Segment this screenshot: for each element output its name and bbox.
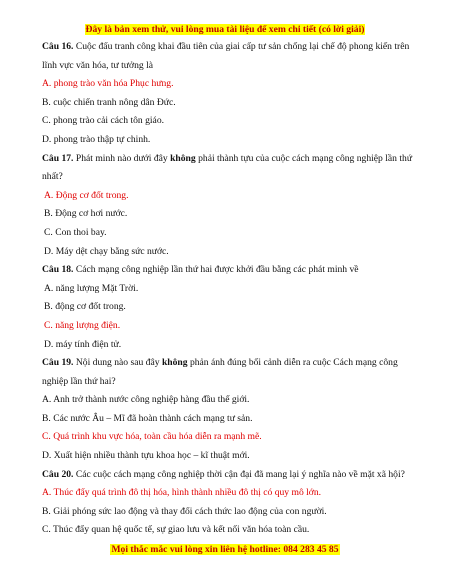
answer-option: B. động cơ đốt trong. <box>44 301 126 313</box>
question-stem <box>42 261 422 280</box>
question-text: Cuộc đấu tranh công khai đầu tiên của giai cấp tư sản chống lại chế độ phong kiến trên lĩnh vực văn hóa, tư tưởng là <box>42 41 410 71</box>
question-block <box>42 150 422 262</box>
answer-option-correct: C. Quá trình khu vực hóa, toàn cầu hóa diễn ra mạnh mẽ. <box>42 431 262 443</box>
question-block <box>42 38 422 150</box>
question-text-continued: phản ánh đúng bối cảnh diễn ra cuộc Cách mạng công nghiệp lần thứ hai? <box>42 357 398 387</box>
answer-option-correct: A. phong trào văn hóa Phục hưng. <box>42 78 174 90</box>
answer-option: B. Động cơ hơi nước. <box>44 208 128 220</box>
answer-option: D. phong trào thập tự chinh. <box>42 133 151 145</box>
question-stem <box>42 150 422 187</box>
question-text: Nội dung nào sau đây <box>75 357 160 369</box>
question-emphasis: không <box>170 152 196 164</box>
hotline-banner-text: Mọi thắc mắc vui lòng xin liên hệ hotline: 084 283 45 85 <box>111 544 339 555</box>
answer-option: B. Giải phóng sức lao động và thay đổi cách thức lao động của con người. <box>42 505 327 517</box>
question-emphasis: không <box>161 357 188 369</box>
question-block <box>42 466 422 540</box>
preview-banner-text: Đây là bản xem thử, vui lòng mua tài liệu để xem chi tiết (có lời giải) <box>85 24 365 35</box>
question-list <box>42 38 422 540</box>
answer-option: D. Máy dệt chạy bằng sức nước. <box>44 245 169 257</box>
question-number: Câu 17. <box>42 152 74 164</box>
question-number: Câu 19. <box>42 357 74 369</box>
answer-option: B. cuộc chiến tranh nông dân Đức. <box>42 96 176 108</box>
preview-banner <box>0 24 450 35</box>
answer-option: A. Anh trở thành nước công nghiệp hàng đầu thế giới. <box>42 394 250 406</box>
question-text: Các cuộc cách mạng công nghiệp thời cận đại đã mang lại ý nghĩa nào về mặt xã hội? <box>75 468 405 480</box>
question-number: Câu 20. <box>42 468 74 480</box>
question-number: Câu 16. <box>42 41 74 52</box>
answer-option: C. Con thoi bay. <box>44 226 107 238</box>
hotline-banner <box>0 544 450 555</box>
answer-option-correct: A. Động cơ đốt trong. <box>44 189 129 201</box>
answer-option: A. năng lượng Mặt Trời. <box>44 282 139 294</box>
question-text: Cách mạng công nghiệp lần thứ hai được khởi đầu bằng các phát minh về <box>75 264 359 276</box>
answer-option-correct: C. năng lượng điện. <box>44 319 121 331</box>
question-stem <box>42 354 422 391</box>
question-stem <box>42 38 422 75</box>
question-number: Câu 18. <box>42 264 74 276</box>
answer-option: D. Xuất hiện nhiều thành tựu khoa học – kĩ thuật mới. <box>42 450 250 462</box>
answer-option: C. phong trào cải cách tôn giáo. <box>42 115 165 127</box>
question-stem <box>42 466 422 485</box>
question-text: Phát minh nào dưới đây <box>75 152 168 164</box>
answer-option: D. máy tính điện tử. <box>44 338 122 350</box>
question-text-continued: phải thành tựu của cuộc cách mạng công nghiệp lần thứ nhất? <box>42 152 413 183</box>
question-block <box>42 261 422 354</box>
answer-option: C. Thúc đẩy quan hệ quốc tế, sự giao lưu và kết nối văn hóa toàn cầu. <box>42 524 310 536</box>
answer-option-correct: A. Thúc đẩy quá trình đô thị hóa, hình thành nhiều đô thị có quy mô lớn. <box>42 487 322 499</box>
answer-option: B. Các nước Âu – Mĩ đã hoàn thành cách mạng tư sản. <box>42 412 253 424</box>
question-block <box>42 354 422 466</box>
